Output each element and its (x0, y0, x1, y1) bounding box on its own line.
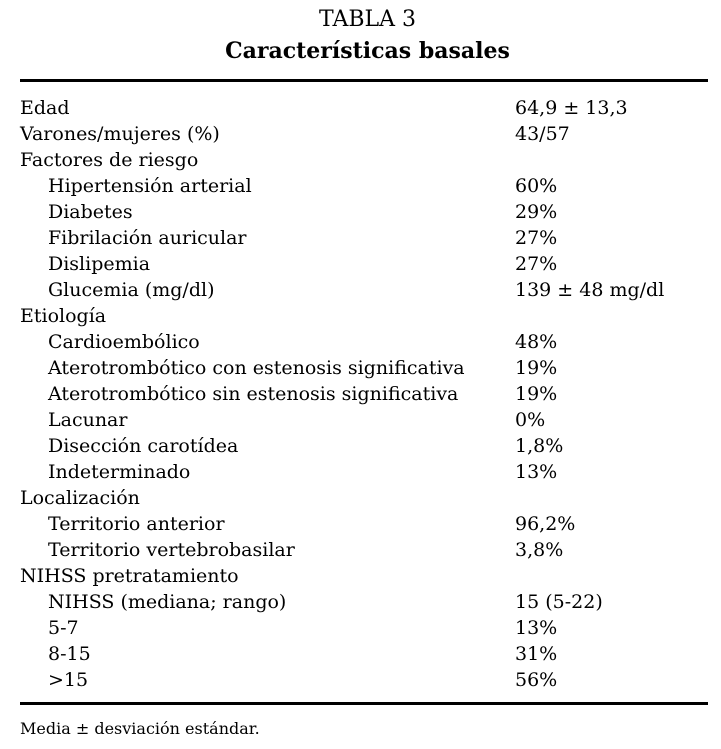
row-value: 15 (5-22) (515, 591, 603, 613)
table-row-nihss-mediana (20, 589, 708, 615)
table-row-nihss-5-7 (20, 615, 708, 641)
row-value: 31% (515, 643, 558, 665)
row-label: 8-15 (48, 643, 91, 665)
row-value: 27% (515, 227, 558, 249)
row-label: Varones/mujeres (%) (20, 123, 220, 145)
row-value: 19% (515, 383, 558, 405)
row-value: 27% (515, 253, 558, 275)
row-label: NIHSS (mediana; rango) (48, 591, 287, 613)
table-row-lacunar (20, 407, 708, 433)
table-row-dislipemia (20, 251, 708, 277)
row-label: Indeterminado (48, 461, 191, 483)
row-label: Fibrilación auricular (48, 227, 247, 249)
row-value: 139 ± 48 mg/dl (515, 279, 665, 301)
row-label: Aterotrombótico sin estenosis significativa (48, 383, 459, 405)
section-label: Factores de riesgo (20, 149, 199, 171)
row-label: 5-7 (48, 617, 79, 639)
table-row-indeterminado (20, 459, 708, 485)
row-label: Disección carotídea (48, 435, 239, 457)
table-row-territorio-anterior (20, 511, 708, 537)
row-label: Aterotrombótico con estenosis significativa (48, 357, 465, 379)
row-value: 56% (515, 669, 558, 691)
row-value: 43/57 (515, 123, 570, 145)
top-rule (20, 79, 708, 82)
row-value: 96,2% (515, 513, 576, 535)
row-value: 64,9 ± 13,3 (515, 97, 628, 119)
table-row-fibrilacion (20, 225, 708, 251)
table-section-etiologia (20, 303, 708, 329)
section-label: Localización (20, 487, 140, 509)
row-value: 29% (515, 201, 558, 223)
row-value: 1,8% (515, 435, 564, 457)
table-row-territorio-vertebrobasilar (20, 537, 708, 563)
bottom-rule (20, 702, 708, 705)
row-label: Edad (20, 97, 70, 119)
row-value: 60% (515, 175, 558, 197)
table-row-diabetes (20, 199, 708, 225)
row-value: 48% (515, 331, 558, 353)
row-value: 13% (515, 617, 558, 639)
table-row-aterotrombotico-sin (20, 381, 708, 407)
table-row-nihss-gt-15 (20, 667, 708, 693)
row-label: Territorio anterior (48, 513, 225, 535)
row-label: Dislipemia (48, 253, 151, 275)
table-title: Características basales (225, 38, 510, 64)
row-label: Hipertensión arterial (48, 175, 252, 197)
table-row-edad (20, 95, 708, 121)
row-label: Diabetes (48, 201, 133, 223)
table-row-nihss-8-15 (20, 641, 708, 667)
row-value: 0% (515, 409, 546, 431)
row-label: Lacunar (48, 409, 128, 431)
table-row-glucemia (20, 277, 708, 303)
section-label: Etiología (20, 305, 107, 327)
row-label: Glucemia (mg/dl) (48, 279, 215, 301)
table-row-hipertension (20, 173, 708, 199)
table-section-localizacion (20, 485, 708, 511)
table-body (20, 95, 708, 693)
row-label: Territorio vertebrobasilar (48, 539, 295, 561)
row-label: >15 (48, 669, 89, 691)
row-value: 19% (515, 357, 558, 379)
table-row-cardioembolico (20, 329, 708, 355)
section-label: NIHSS pretratamiento (20, 565, 239, 587)
table-row-diseccion (20, 433, 708, 459)
table-row-aterotrombotico-con (20, 355, 708, 381)
table-footnote: Media ± desviación estándar. (20, 719, 260, 738)
table-number: TABLA 3 (318, 7, 416, 32)
row-value: 13% (515, 461, 558, 483)
row-label: Cardioembólico (48, 331, 200, 353)
table-section-factores-de-riesgo (20, 147, 708, 173)
table-row-varones-mujeres (20, 121, 708, 147)
row-value: 3,8% (515, 539, 564, 561)
table-section-nihss (20, 563, 708, 589)
